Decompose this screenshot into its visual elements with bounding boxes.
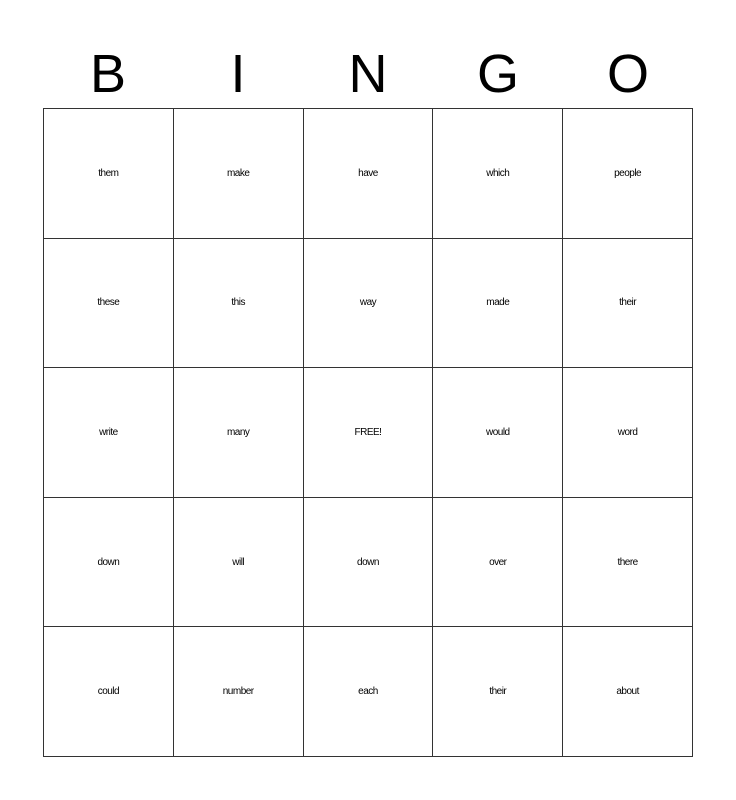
bingo-cell[interactable]: made — [433, 239, 563, 369]
bingo-cell[interactable]: there — [563, 498, 693, 628]
bingo-cell[interactable]: over — [433, 498, 563, 628]
bingo-cell[interactable]: these — [44, 239, 174, 369]
bingo-cell[interactable]: make — [174, 109, 304, 239]
bingo-cell[interactable]: about — [563, 627, 693, 757]
header-letter-g: G — [476, 44, 519, 104]
bingo-cell[interactable]: them — [44, 109, 174, 239]
bingo-cell[interactable]: FREE! — [304, 368, 434, 498]
bingo-cell[interactable]: many — [174, 368, 304, 498]
bingo-cell[interactable]: down — [304, 498, 434, 628]
bingo-cell[interactable]: their — [563, 239, 693, 369]
header-letter-o: O — [606, 44, 649, 104]
header-letter-b: B — [89, 44, 127, 104]
bingo-cell[interactable]: each — [304, 627, 434, 757]
bingo-cell[interactable]: way — [304, 239, 434, 369]
bingo-header — [43, 40, 693, 108]
bingo-cell[interactable]: their — [433, 627, 563, 757]
bingo-cell[interactable]: people — [563, 109, 693, 239]
bingo-cell[interactable]: down — [44, 498, 174, 628]
bingo-cell[interactable]: will — [174, 498, 304, 628]
bingo-cell[interactable]: would — [433, 368, 563, 498]
bingo-cell[interactable]: which — [433, 109, 563, 239]
bingo-cell[interactable]: have — [304, 109, 434, 239]
bingo-cell[interactable]: write — [44, 368, 174, 498]
header-letter-i: I — [230, 44, 246, 104]
header-letter-n: N — [348, 44, 388, 104]
bingo-cell[interactable]: this — [174, 239, 304, 369]
bingo-cell[interactable]: could — [44, 627, 174, 757]
bingo-cell[interactable]: number — [174, 627, 304, 757]
bingo-grid — [43, 108, 693, 757]
bingo-cell[interactable]: word — [563, 368, 693, 498]
